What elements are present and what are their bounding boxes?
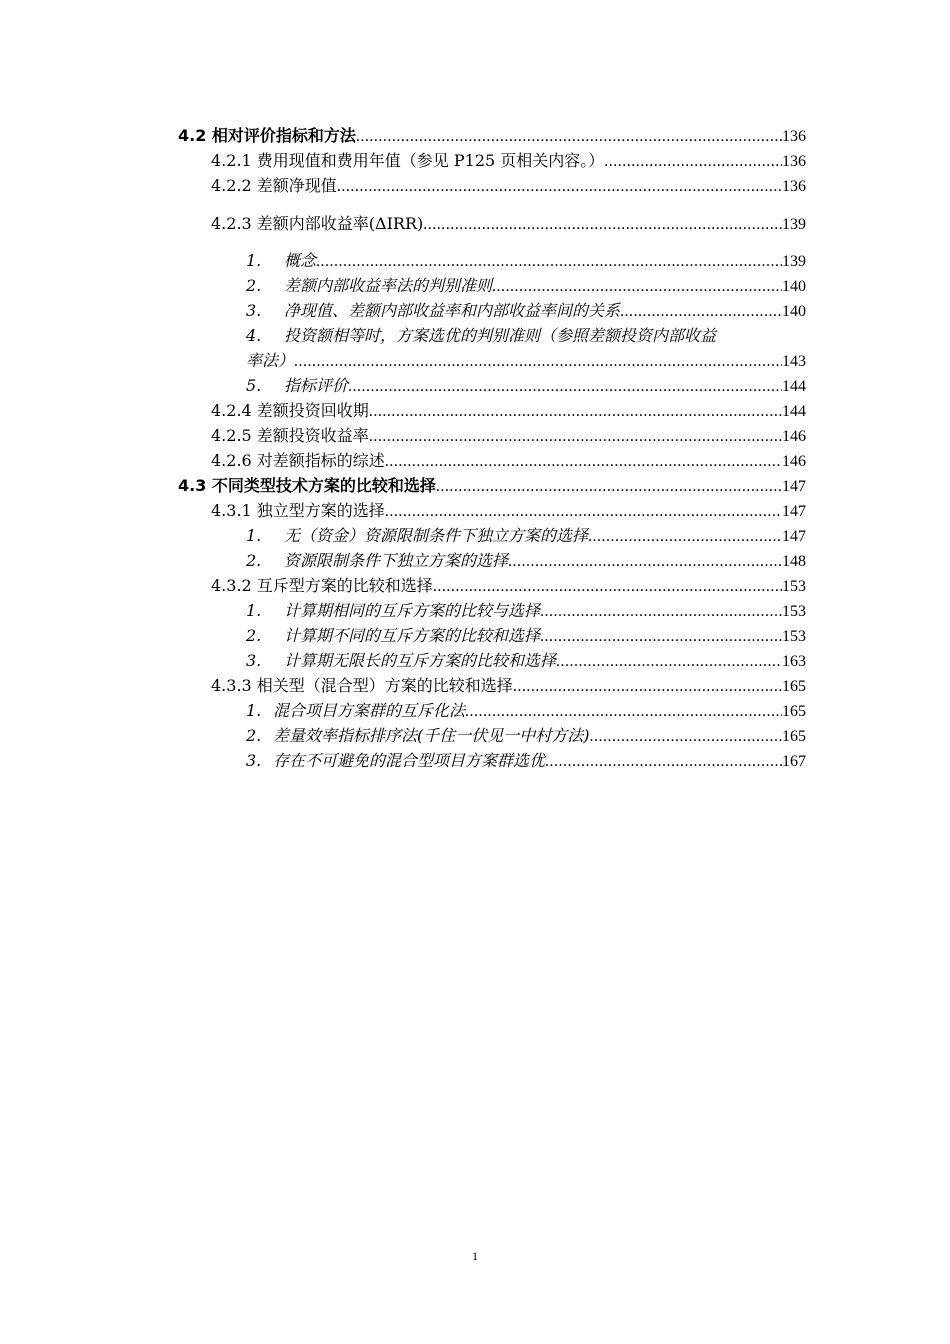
toc-subitem-title: 投资额相等时，方案选优的判别准则（参照差额投资内部收益	[284, 326, 717, 345]
toc-entry-page: 146	[782, 453, 806, 470]
toc-entry-4-2[interactable]	[0, 123, 806, 148]
toc-subitem-number: 2.	[246, 726, 262, 745]
toc-entry-title: 4.3 不同类型技术方案的比较和选择	[178, 476, 436, 495]
leader-dots	[545, 749, 782, 774]
toc-subitem-number: 5.	[246, 376, 262, 395]
toc-subitem-page: 165	[782, 728, 806, 745]
toc-entry-page: 139	[782, 216, 806, 233]
toc-subitem-page: 139	[782, 253, 806, 270]
leader-dots	[294, 349, 782, 374]
toc-entry-title: 4.3.2 互斥型方案的比较和选择	[211, 576, 433, 595]
leader-dots	[604, 149, 782, 174]
toc-subitem-title: 计算期不同的互斥方案的比较和选择	[284, 626, 541, 645]
toc-entry-title: 4.2.1 费用现值和费用年值（参见 P125 页相关内容。）	[211, 151, 605, 170]
leader-dots	[337, 174, 782, 199]
toc-subitem[interactable]	[0, 548, 806, 573]
toc-entry-4-3-3[interactable]	[0, 673, 806, 698]
leader-dots	[423, 212, 782, 237]
toc-subitem-title-continued: 率法）	[246, 351, 295, 370]
toc-subitem-page: 153	[782, 628, 806, 645]
toc-entry-title: 4.2.5 差额投资收益率	[211, 426, 369, 445]
leader-dots	[492, 274, 782, 299]
leader-dots	[556, 649, 782, 674]
toc-subitem-number: 3.	[246, 301, 262, 320]
toc-entry-4-3[interactable]	[0, 473, 806, 498]
toc-subitem-page: 147	[782, 528, 806, 545]
toc-subitem-title: 混合项目方案群的互斥化法	[273, 701, 466, 720]
toc-subitem-number: 2.	[246, 551, 262, 570]
toc-entry-4-2-3[interactable]	[0, 211, 806, 236]
toc-entry-page: 165	[782, 678, 806, 695]
toc-subitem-page: 167	[782, 753, 806, 770]
toc-subitem-title: 净现值、差额内部收益率和内部收益率间的关系	[284, 301, 621, 320]
toc-subitem-page: 144	[782, 378, 806, 395]
leader-dots	[436, 474, 782, 499]
toc-subitem-title: 计算期无限长的互斥方案的比较和选择	[284, 651, 557, 670]
toc-subitem[interactable]	[0, 698, 806, 723]
leader-dots	[513, 674, 782, 699]
toc-subitem[interactable]	[0, 523, 806, 548]
toc-entry-page: 147	[782, 478, 806, 495]
page-number: 1	[472, 1249, 478, 1263]
leader-dots	[465, 699, 782, 724]
leader-dots	[508, 549, 782, 574]
leader-dots	[588, 524, 782, 549]
toc-subitem[interactable]	[0, 248, 806, 273]
toc-entry-title: 4.2.2 差额净现值	[211, 176, 337, 195]
toc-subitem-number: 2.	[246, 276, 262, 295]
toc-subitem-wrapped-second-line[interactable]	[0, 348, 806, 373]
toc-subitem-number: 2.	[246, 626, 262, 645]
toc-subitem[interactable]	[0, 723, 806, 748]
toc-subitem[interactable]	[0, 373, 806, 398]
toc-entry-4-3-2[interactable]	[0, 573, 806, 598]
leader-dots	[316, 249, 782, 274]
toc-subitem-page: 163	[782, 653, 806, 670]
toc-subitem[interactable]	[0, 273, 806, 298]
toc-entry-title: 4.2.6 对差额指标的综述	[211, 451, 385, 470]
toc-entry-page: 136	[782, 178, 806, 195]
toc-entry-4-2-1[interactable]	[0, 148, 806, 173]
toc-subitem-title: 差量效率指标排序法(千住一伏见一中村方法)	[273, 726, 590, 745]
toc-subitem-title: 资源限制条件下独立方案的选择	[284, 551, 509, 570]
toc-subitem-number: 4.	[246, 326, 262, 345]
leader-dots	[385, 449, 782, 474]
leader-dots	[348, 374, 782, 399]
toc-subitem-title: 存在不可避免的混合型项目方案群选优	[273, 751, 546, 770]
toc-entry-title: 4.2.3 差额内部收益率(ΔIRR)	[211, 214, 424, 233]
toc-subitem-page: 148	[782, 553, 806, 570]
toc-entry-page: 147	[782, 503, 806, 520]
toc-subitem-page: 165	[782, 703, 806, 720]
leader-dots	[540, 599, 782, 624]
toc-subitem[interactable]	[0, 648, 806, 673]
toc-subitem[interactable]	[0, 623, 806, 648]
toc-entry-4-2-6[interactable]	[0, 448, 806, 473]
toc-subitem-title: 计算期相同的互斥方案的比较与选择	[284, 601, 541, 620]
leader-dots	[433, 574, 782, 599]
leader-dots	[385, 499, 782, 524]
toc-subitem[interactable]	[0, 748, 806, 773]
toc-entry-4-2-2[interactable]	[0, 173, 806, 198]
toc-subitem-number: 1.	[246, 601, 262, 620]
leader-dots	[620, 299, 782, 324]
toc-subitem-page: 140	[782, 278, 806, 295]
toc-entry-page: 136	[782, 128, 806, 145]
toc-subitem-title: 差额内部收益率法的判别准则	[284, 276, 493, 295]
table-of-contents	[0, 123, 950, 773]
toc-subitem-title: 概念	[284, 251, 317, 270]
toc-subitem[interactable]	[0, 298, 806, 323]
toc-entry-4-2-5[interactable]	[0, 423, 806, 448]
toc-entry-title: 4.3.1 独立型方案的选择	[211, 501, 385, 520]
toc-subitem-number: 3.	[246, 751, 262, 770]
toc-subitem-title: 指标评价	[284, 376, 349, 395]
toc-subitem-number: 3.	[246, 651, 262, 670]
toc-subitem-page: 153	[782, 603, 806, 620]
leader-dots	[356, 124, 782, 149]
toc-subitem-page: 140	[782, 303, 806, 320]
toc-entry-4-2-4[interactable]	[0, 398, 806, 423]
toc-entry-page: 144	[782, 403, 806, 420]
toc-subitem-page: 143	[782, 353, 806, 370]
leader-dots	[590, 724, 783, 749]
toc-subitem-title: 无（资金）资源限制条件下独立方案的选择	[284, 526, 589, 545]
leader-dots	[540, 624, 782, 649]
toc-subitem-number: 1.	[246, 526, 262, 545]
toc-subitem-number: 1.	[246, 251, 262, 270]
toc-entry-page: 146	[782, 428, 806, 445]
toc-entry-title: 4.2.4 差额投资回收期	[211, 401, 369, 420]
leader-dots	[369, 424, 782, 449]
toc-subitem-number: 1.	[246, 701, 262, 720]
toc-entry-title: 4.3.3 相关型（混合型）方案的比较和选择	[211, 676, 513, 695]
toc-subitem-wrapped-first-line[interactable]	[0, 323, 806, 348]
toc-entry-title: 4.2 相对评价指标和方法	[178, 126, 356, 145]
leader-dots	[369, 399, 782, 424]
toc-entry-page: 153	[782, 578, 806, 595]
toc-entry-page: 136	[782, 153, 806, 170]
toc-subitem[interactable]	[0, 598, 806, 623]
toc-entry-4-3-1[interactable]	[0, 498, 806, 523]
